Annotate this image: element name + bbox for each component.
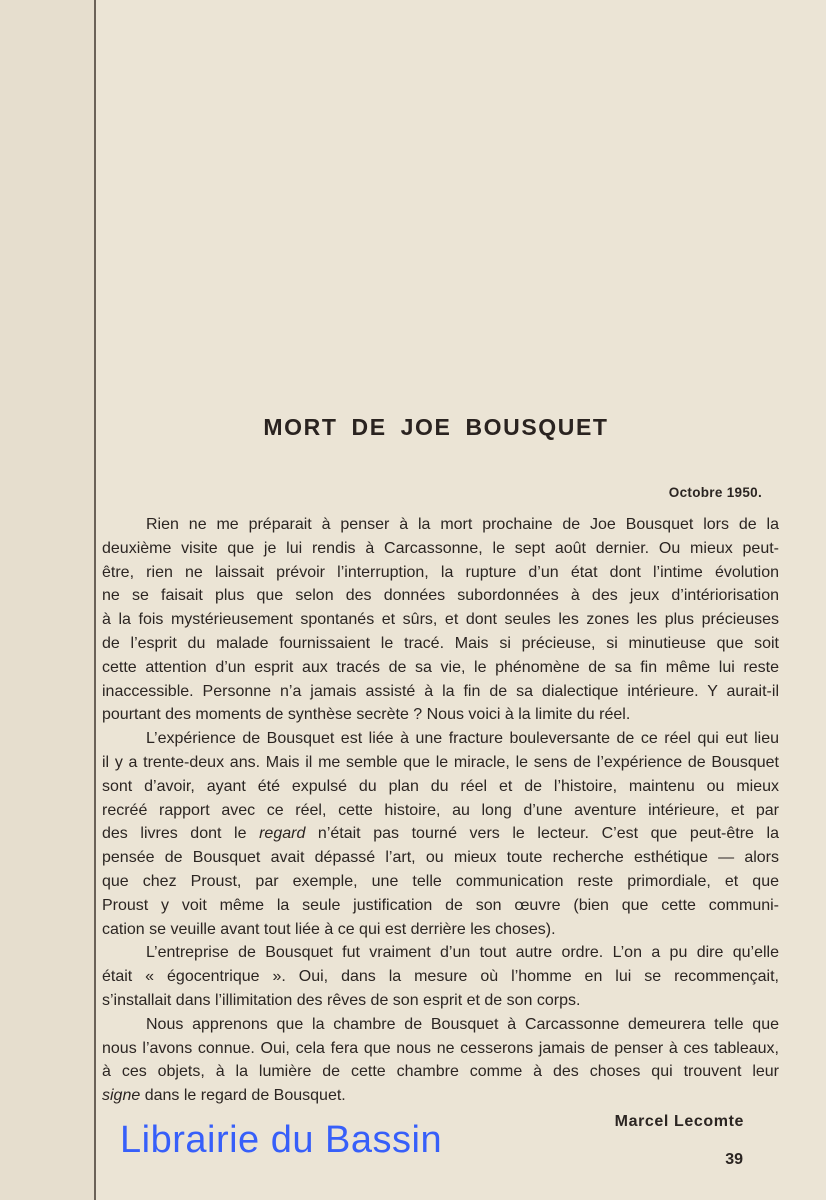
text-line — [102, 1060, 779, 1084]
text-line — [102, 1037, 779, 1061]
text-segment: inaccessible. Personne n’a jamais assisté à la fin de sa dialectique intérieure. Y aurait-il — [102, 682, 779, 700]
text-segment: nous l’avons connue. Oui, cela fera que nous ne cesserons jamais de penser à ces tableaux, — [102, 1039, 779, 1057]
text-segment: des livres dont le — [102, 825, 260, 843]
text-segment: s’installait dans l’illimitation des rêves de son esprit et de son corps. — [102, 991, 581, 1009]
author-signature: Marcel Lecomte — [614, 1113, 744, 1130]
text-segment: sont d’avoir, ayant été expulsé du plan du réel et de l’histoire, maintenu ou mieux — [102, 777, 779, 795]
text-line — [102, 870, 779, 894]
text-segment: que chez Proust, par exemple, une telle communication reste primordiale, et que — [102, 872, 779, 890]
text-segment: n’était pas tourné vers le lecteur. C’est que peut-être la — [305, 825, 780, 843]
text-line — [102, 513, 779, 537]
text-line — [102, 989, 779, 1013]
text-segment: ne se faisait plus que selon des données subordonnées à des jeux d’intériorisation — [102, 587, 779, 605]
text-segment: à la fois mystérieusement spontanés et sûrs, et dont seules les zones les plus précieuses — [102, 611, 779, 629]
text-segment: Rien ne me préparait à penser à la mort prochaine de Joe Bousquet lors de la — [146, 516, 779, 533]
text-segment: de l’esprit du malade fournissaient le tracé. Mais si précieuse, si minutieuse que soit — [102, 634, 779, 652]
text-line — [102, 1084, 779, 1108]
text-line — [102, 1013, 779, 1037]
text-segment: Proust y voit même la seule justification de son œuvre (bien que cette communi- — [102, 896, 779, 914]
text-line — [102, 656, 779, 680]
text-line — [102, 894, 779, 918]
text-segment: dans le regard de Bousquet. — [140, 1087, 346, 1105]
text-segment: être, rien ne laissait prévoir l’interruption, la rupture d’un état dont l’intime évolution — [102, 563, 779, 581]
italic-text: signe — [102, 1087, 141, 1105]
text-segment: L’expérience de Bousquet est liée à une fracture bouleversante de ce réel qui eut lieu — [146, 730, 779, 748]
text-line — [102, 703, 779, 727]
text-line — [102, 822, 779, 846]
text-segment: L’entreprise de Bousquet fut vraiment d’un tout autre ordre. L’on a pu dire qu’elle — [146, 944, 779, 962]
text-segment: pourtant des moments de synthèse secrète ? Nous voici à la limite du réel. — [102, 706, 631, 724]
text-segment: recréé rapport avec ce réel, cette histoire, au long d’une aventure intérieure, et par — [102, 801, 779, 819]
text-segment: était « égocentrique ». Oui, dans la mesure où l’homme en lui se recommençait, — [102, 968, 779, 986]
page-gutter-line — [94, 0, 96, 1200]
text-segment: Nous apprenons que la chambre de Bousquet à Carcassonne demeurera telle que — [146, 1015, 779, 1033]
text-line — [102, 632, 779, 656]
text-segment: à ces objets, à la lumière de cette chambre comme à des choses qui trouvent leur — [102, 1063, 779, 1081]
text-line — [102, 775, 779, 799]
watermark: Librairie du Bassin — [120, 1119, 443, 1161]
text-line — [102, 537, 779, 561]
text-line — [102, 608, 779, 632]
article-title: MORT DE JOE BOUSQUET — [263, 414, 609, 440]
text-line — [102, 846, 779, 870]
facing-page-edge — [0, 0, 94, 1200]
text-segment: cette attention d’un esprit aux tracés de sa vie, le phénomène de sa fin même lui reste — [102, 658, 779, 676]
page-number: 39 — [725, 1151, 743, 1168]
text-line — [102, 680, 779, 704]
text-line — [102, 727, 779, 751]
text-line — [102, 584, 779, 608]
text-line — [102, 941, 779, 965]
article-date: Octobre 1950. — [668, 485, 762, 500]
text-segment: il y a trente-deux ans. Mais il me semble que le miracle, le sens de l’expérience de Bousquet — [102, 753, 779, 771]
italic-text: regard — [259, 825, 306, 843]
text-line — [102, 751, 779, 775]
text-segment: pensée de Bousquet avait dépassé l’art, ou mieux toute recherche esthétique — alors — [102, 849, 779, 867]
text-line — [102, 918, 779, 942]
text-line — [102, 965, 779, 989]
text-line — [102, 799, 779, 823]
text-line — [102, 561, 779, 585]
text-segment: deuxième visite que je lui rendis à Carcassonne, le sept août dernier. Ou mieux peut- — [102, 539, 779, 557]
article-body — [102, 513, 779, 1108]
text-segment: cation se veuille avant tout liée à ce qui est derrière les choses). — [102, 920, 556, 938]
